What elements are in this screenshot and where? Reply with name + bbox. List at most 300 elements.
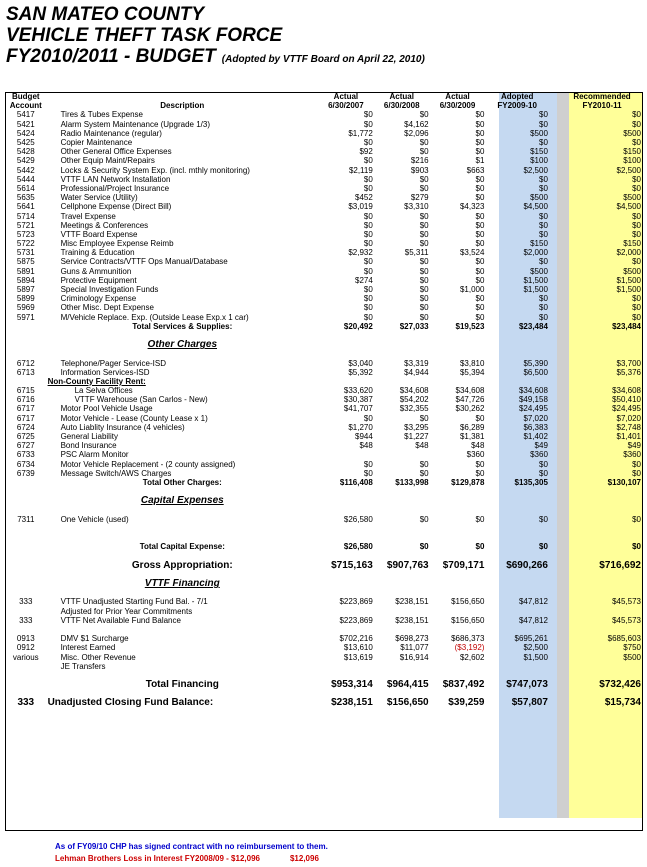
- actual-2008: $216: [410, 156, 429, 166]
- recommended-2010-11: $732,426: [599, 680, 641, 690]
- actual-2008: $903: [410, 165, 429, 175]
- actual-2009: $0: [475, 193, 485, 203]
- recommended-2010-11: [562, 570, 642, 579]
- adopted-2009-10: $7,020: [523, 413, 548, 423]
- table-row: [5, 395, 642, 404]
- description: [47, 487, 318, 496]
- table-row: [5, 432, 642, 441]
- actual-2008: [374, 331, 430, 340]
- actual-2009: $30,262: [455, 404, 485, 414]
- description: [47, 689, 318, 698]
- spacer-row: [5, 588, 642, 597]
- adopted-2009-10: $2,500: [523, 165, 548, 175]
- description: Other Equip Maint/Repairs: [60, 156, 155, 166]
- actual-2009: [430, 340, 486, 349]
- actual-2009: [430, 570, 486, 579]
- adopted-2009-10: $1,500: [523, 285, 548, 295]
- actual-2007: [318, 689, 374, 698]
- account-code: 5417: [16, 110, 35, 120]
- account-code: [5, 331, 47, 340]
- recommended-2010-11: $500: [623, 652, 641, 662]
- actual-2009: $156,650: [451, 597, 485, 607]
- actual-2009: $0: [475, 459, 485, 469]
- account-code: 5442: [16, 165, 35, 175]
- table-row: [5, 156, 642, 165]
- actual-2007: $0: [363, 119, 373, 129]
- section-heading-row: [5, 340, 642, 349]
- adopted-2009-10: [485, 331, 548, 340]
- adopted-2009-10: $2,000: [523, 248, 548, 258]
- adopted-2009-10: [485, 689, 548, 698]
- adopted-2009-10: [485, 487, 548, 496]
- col-actual2-top: Actual: [389, 92, 414, 102]
- account-code: [5, 551, 47, 560]
- actual-2008: [374, 689, 430, 698]
- actual-2007: [318, 505, 374, 514]
- separator: [549, 340, 562, 349]
- account-code: 333: [19, 615, 33, 625]
- summary-row: [5, 680, 642, 689]
- table-row: [5, 276, 642, 285]
- separator: [549, 460, 562, 469]
- description: Motor Vehicle - Lease (County Lease x 1): [60, 413, 208, 423]
- adopted-2009-10: $0: [539, 211, 548, 221]
- description: Service Contracts/VTTF Ops Manual/Database: [60, 257, 228, 267]
- account-code: [5, 496, 47, 505]
- separator: [549, 230, 562, 239]
- spacer-row: [5, 505, 642, 514]
- actual-2007: [318, 625, 374, 634]
- recommended-2010-11: $0: [632, 257, 641, 267]
- separator: [549, 166, 562, 175]
- actual-2009: $3,810: [459, 358, 485, 368]
- account-code: 6724: [16, 422, 35, 432]
- adopted-2009-10: $49,158: [518, 395, 548, 405]
- adopted-2009-10: $0: [539, 468, 548, 478]
- account-code: 5897: [16, 285, 35, 295]
- separator: [549, 625, 562, 634]
- adopted-2009-10: $0: [539, 110, 548, 120]
- table-row: [5, 652, 642, 661]
- account-code: 7311: [17, 514, 35, 524]
- account-code: 6733: [16, 450, 35, 460]
- col-description: Description: [160, 101, 205, 111]
- actual-2007: $0: [363, 183, 373, 193]
- actual-2008: $0: [419, 468, 429, 478]
- adopted-2009-10: $135,305: [514, 477, 548, 487]
- recommended-2010-11: $0: [632, 174, 641, 184]
- col-actual1-bottom: 6/30/2007: [328, 101, 364, 111]
- description: Meetings & Conferences: [60, 220, 149, 230]
- actual-2008: $0: [419, 285, 429, 295]
- actual-2007: [318, 496, 374, 505]
- col-actual3-bottom: 6/30/2009: [439, 101, 476, 111]
- account-code: 6734: [16, 459, 35, 469]
- actual-2008: $27,033: [399, 321, 429, 331]
- description: [47, 533, 318, 542]
- actual-2008: $0: [419, 266, 429, 276]
- account-code: 5891: [16, 266, 35, 276]
- actual-2008: $0: [419, 413, 429, 423]
- actual-2009: [430, 662, 486, 671]
- adopted-2009-10: [485, 349, 548, 358]
- actual-2009: $156,650: [451, 615, 485, 625]
- actual-2009: $39,259: [448, 698, 485, 708]
- actual-2009: $837,492: [442, 680, 485, 690]
- actual-2008: $11,077: [400, 643, 429, 653]
- account-code: [5, 662, 47, 671]
- account-code: 5714: [16, 211, 35, 221]
- actual-2007: $223,869: [339, 597, 373, 607]
- description: [47, 505, 318, 514]
- description: La Selva Offices: [74, 386, 133, 396]
- actual-2008: [374, 533, 430, 542]
- separator: [549, 561, 562, 570]
- separator: [549, 524, 562, 533]
- adopted-2009-10: [485, 533, 548, 542]
- recommended-2010-11: $0: [632, 183, 641, 193]
- actual-2007: $2,119: [348, 165, 373, 175]
- adopted-2009-10: $34,608: [518, 386, 548, 396]
- adopted-2009-10: $0: [539, 514, 548, 524]
- actual-2009: $709,171: [442, 560, 485, 570]
- actual-2008: [374, 662, 430, 671]
- account-code: [5, 579, 47, 588]
- actual-2009: [430, 625, 486, 634]
- account-code: 0912: [16, 643, 35, 653]
- actual-2007: $0: [363, 220, 373, 230]
- separator: [549, 616, 562, 625]
- adopted-2009-10: $360: [530, 450, 548, 460]
- adopted-2009-10: $0: [539, 138, 548, 148]
- spacer-row: [5, 331, 642, 340]
- table-row: [5, 450, 642, 459]
- adopted-2009-10: $0: [539, 119, 548, 129]
- recommended-2010-11: $0: [632, 294, 641, 304]
- actual-2008: $0: [419, 110, 429, 120]
- actual-2008: [374, 377, 430, 386]
- description: VTTF LAN Network Installation: [60, 174, 171, 184]
- actual-2007: $20,492: [343, 321, 373, 331]
- recommended-2010-11: $500: [623, 266, 641, 276]
- actual-2008: $0: [419, 294, 429, 304]
- separator: [549, 193, 562, 202]
- separator: [549, 239, 562, 248]
- recommended-2010-11: $24,495: [612, 404, 641, 414]
- description: Other Misc. Dept Expense: [60, 303, 154, 313]
- actual-2007: $944: [355, 432, 373, 442]
- actual-2008: $698,273: [395, 634, 429, 644]
- recommended-2010-11: $5,376: [616, 367, 641, 377]
- section-heading-row: [5, 579, 642, 588]
- recommended-2010-11: $100: [623, 156, 641, 166]
- total-row: [5, 542, 642, 551]
- account-code: 5428: [16, 147, 35, 157]
- separator: [549, 414, 562, 423]
- actual-2008: $0: [419, 275, 429, 285]
- recommended-2010-11: $500: [623, 128, 641, 138]
- account-code: 5971: [16, 312, 35, 322]
- recommended-2010-11: $750: [623, 643, 641, 653]
- actual-2007: $452: [355, 193, 373, 203]
- recommended-2010-11: $685,603: [607, 634, 641, 644]
- adopted-2009-10: $690,266: [506, 560, 548, 570]
- actual-2008: $0: [419, 239, 429, 249]
- recommended-2010-11: $0: [632, 542, 641, 552]
- actual-2009: [430, 487, 486, 496]
- actual-2008: [374, 450, 430, 459]
- description: Information Services-ISD: [60, 367, 150, 377]
- separator: [549, 478, 562, 487]
- recommended-2010-11: $0: [632, 110, 641, 120]
- actual-2007: $5,392: [348, 367, 373, 377]
- adopted-2009-10: $23,484: [518, 321, 548, 331]
- description: Unadjusted Closing Fund Balance:: [47, 698, 214, 708]
- separator: [549, 221, 562, 230]
- separator: [549, 211, 562, 220]
- actual-2007: [318, 607, 374, 616]
- recommended-2010-11: $23,484: [612, 321, 641, 331]
- footer-lehman-amount: $12,096: [289, 854, 319, 863]
- actual-2007: $0: [363, 239, 373, 249]
- separator: [549, 698, 562, 707]
- table-row: [5, 634, 642, 643]
- actual-2007: $2,932: [348, 248, 373, 258]
- description: VTTF Financing: [144, 578, 220, 589]
- adopted-2009-10: $0: [539, 220, 548, 230]
- recommended-2010-11: [562, 331, 642, 340]
- description: VTTF Board Expense: [60, 229, 138, 239]
- recommended-2010-11: [562, 689, 642, 698]
- account-code: [5, 561, 47, 570]
- account-code: 6725: [16, 432, 35, 442]
- adopted-2009-10: [485, 607, 548, 616]
- budget-title: [6, 46, 425, 70]
- total-row: [5, 478, 642, 487]
- account-code: 333: [17, 698, 35, 708]
- account-code: 6715: [16, 386, 35, 396]
- actual-2008: [374, 570, 430, 579]
- actual-2009: [430, 671, 486, 680]
- actual-2007: $0: [363, 211, 373, 221]
- recommended-2010-11: $360: [623, 450, 641, 460]
- recommended-2010-11: $0: [632, 303, 641, 313]
- adopted-2009-10: $2,500: [523, 643, 548, 653]
- separator: [549, 469, 562, 478]
- table-row: [5, 221, 642, 230]
- adopted-2009-10: $0: [539, 229, 548, 239]
- description: VTTF Warehouse (San Carlos - New): [74, 395, 208, 405]
- adopted-2009-10: $49: [534, 441, 548, 451]
- table-row: [5, 294, 642, 303]
- col-actual3-top: Actual: [445, 92, 470, 102]
- actual-2009: $663: [466, 165, 485, 175]
- recommended-2010-11: $1,500: [616, 285, 641, 295]
- actual-2009: $2,602: [459, 652, 485, 662]
- actual-2009: $0: [475, 147, 485, 157]
- separator: [549, 441, 562, 450]
- spacer-row: [5, 533, 642, 542]
- recommended-2010-11: $4,500: [616, 202, 641, 212]
- actual-2009: $5,394: [459, 367, 485, 377]
- actual-2009: [430, 533, 486, 542]
- description: Capital Expenses: [140, 496, 224, 506]
- account-code: [5, 478, 47, 487]
- spacer-row: [5, 524, 642, 533]
- col-actual2-bottom: 6/30/2008: [383, 101, 420, 111]
- adopted-2009-10: [485, 570, 548, 579]
- actual-2007: $0: [363, 468, 373, 478]
- actual-2008: [374, 505, 430, 514]
- account-code: 5429: [16, 156, 35, 166]
- table-row: [5, 368, 642, 377]
- footer-lehman-text: Lehman Brothers Loss in Interest FY2008/09 - $12,096: [55, 854, 260, 863]
- table-row: [5, 515, 642, 524]
- separator: [549, 680, 562, 689]
- recommended-2010-11: $3,700: [616, 358, 641, 368]
- actual-2008: $54,202: [399, 395, 429, 405]
- actual-2008: $5,311: [404, 248, 429, 258]
- table-row: [5, 313, 642, 322]
- separator: [549, 597, 562, 606]
- spacer-row: [5, 349, 642, 358]
- description: JE Transfers: [60, 661, 106, 671]
- separator: [549, 643, 562, 652]
- table-row: [5, 643, 642, 652]
- actual-2008: $0: [419, 220, 429, 230]
- actual-2007: $0: [363, 257, 373, 267]
- recommended-2010-11: $150: [623, 147, 641, 157]
- adopted-2009-10: $0: [539, 174, 548, 184]
- actual-2008: $4,162: [404, 119, 429, 129]
- summary-row: [5, 698, 642, 707]
- actual-2009: [430, 524, 486, 533]
- spacer-row: [5, 671, 642, 680]
- adopted-2009-10: $57,807: [511, 698, 548, 708]
- description: Gross Appropriation:: [131, 560, 233, 570]
- actual-2009: $129,878: [451, 477, 485, 487]
- adopted-2009-10: [485, 588, 548, 597]
- actual-2009: $0: [475, 514, 485, 524]
- description: Motor Pool Vehicle Usage: [60, 404, 153, 414]
- actual-2008: [374, 349, 430, 358]
- actual-2008: $1,227: [404, 432, 429, 442]
- separator: [549, 377, 562, 386]
- actual-2007: $3,040: [348, 358, 373, 368]
- spacer-row: [5, 689, 642, 698]
- actual-2009: $0: [475, 257, 485, 267]
- adopted-2009-10: $500: [530, 193, 548, 203]
- summary-row: [5, 561, 642, 570]
- description: Criminology Expense: [60, 294, 137, 304]
- adopted-2009-10: $47,812: [518, 597, 548, 607]
- table-row: [5, 120, 642, 129]
- adopted-2009-10: [485, 671, 548, 680]
- account-code: [5, 533, 47, 542]
- adopted-2009-10: $24,495: [518, 404, 548, 414]
- table-row: [5, 230, 642, 239]
- description: Total Capital Expense:: [139, 542, 225, 552]
- description: Travel Expense: [60, 211, 116, 221]
- account-code: 6713: [16, 367, 35, 377]
- account-code: 0913: [16, 634, 35, 644]
- actual-2008: $0: [419, 183, 429, 193]
- budget-table: [5, 92, 642, 708]
- spacer-row: [5, 551, 642, 560]
- separator: [549, 634, 562, 643]
- account-code: [5, 689, 47, 698]
- separator: [549, 156, 562, 165]
- actual-2008: $32,355: [399, 404, 429, 414]
- actual-2007: $0: [363, 413, 373, 423]
- adopted-2009-10: [485, 625, 548, 634]
- recommended-2010-11: $0: [632, 138, 641, 148]
- adopted-2009-10: $100: [530, 156, 548, 166]
- separator: [549, 515, 562, 524]
- separator: [549, 496, 562, 505]
- adopted-2009-10: $1,402: [523, 432, 548, 442]
- separator: [549, 423, 562, 432]
- actual-2009: $0: [475, 239, 485, 249]
- table-row: [5, 110, 642, 119]
- account-code: 5969: [16, 303, 35, 313]
- account-code: [5, 542, 47, 551]
- section-heading-row: [5, 496, 642, 505]
- description: General Liability: [60, 432, 118, 442]
- actual-2007: $0: [363, 174, 373, 184]
- actual-2007: $238,151: [331, 698, 373, 708]
- actual-2008: [374, 607, 430, 616]
- actual-2008: [374, 496, 430, 505]
- actual-2007: [318, 340, 374, 349]
- actual-2008: $133,998: [395, 477, 429, 487]
- adopted-2009-10: $500: [530, 266, 548, 276]
- actual-2007: $48: [359, 441, 373, 451]
- account-code: 5875: [16, 257, 35, 267]
- actual-2007: $26,580: [343, 514, 373, 524]
- actual-2008: $16,914: [399, 652, 429, 662]
- actual-2009: $0: [475, 275, 485, 285]
- table-row: [5, 414, 642, 423]
- recommended-2010-11: $7,020: [616, 413, 641, 423]
- table-row: [5, 257, 642, 266]
- description: Professional/Project Insurance: [60, 183, 170, 193]
- actual-2007: $3,019: [348, 202, 373, 212]
- actual-2009: $0: [475, 119, 485, 129]
- footer-note-chp: As of FY09/10 CHP has signed contract with no reimbursement to them.: [55, 842, 328, 851]
- account-code: [5, 340, 47, 349]
- description: Misc. Other Revenue: [60, 652, 136, 662]
- separator: [549, 322, 562, 331]
- col-rec-bottom: FY2010-11: [582, 101, 622, 111]
- description: [47, 625, 318, 634]
- total-row: [5, 322, 642, 331]
- recommended-2010-11: [562, 662, 642, 671]
- actual-2009: $0: [475, 138, 485, 148]
- recommended-2010-11: $0: [632, 229, 641, 239]
- actual-2008: $0: [419, 211, 429, 221]
- report-header: [6, 4, 425, 70]
- adopted-2009-10: $0: [539, 183, 548, 193]
- recommended-2010-11: [562, 551, 642, 560]
- separator: [549, 248, 562, 257]
- actual-2007: $13,610: [343, 643, 373, 653]
- separator: [549, 432, 562, 441]
- table-row: [5, 239, 642, 248]
- adoption-note: (Adopted by VTTF Board on April 22, 2010): [221, 54, 425, 65]
- actual-2008: $0: [419, 229, 429, 239]
- adopted-2009-10: $0: [539, 294, 548, 304]
